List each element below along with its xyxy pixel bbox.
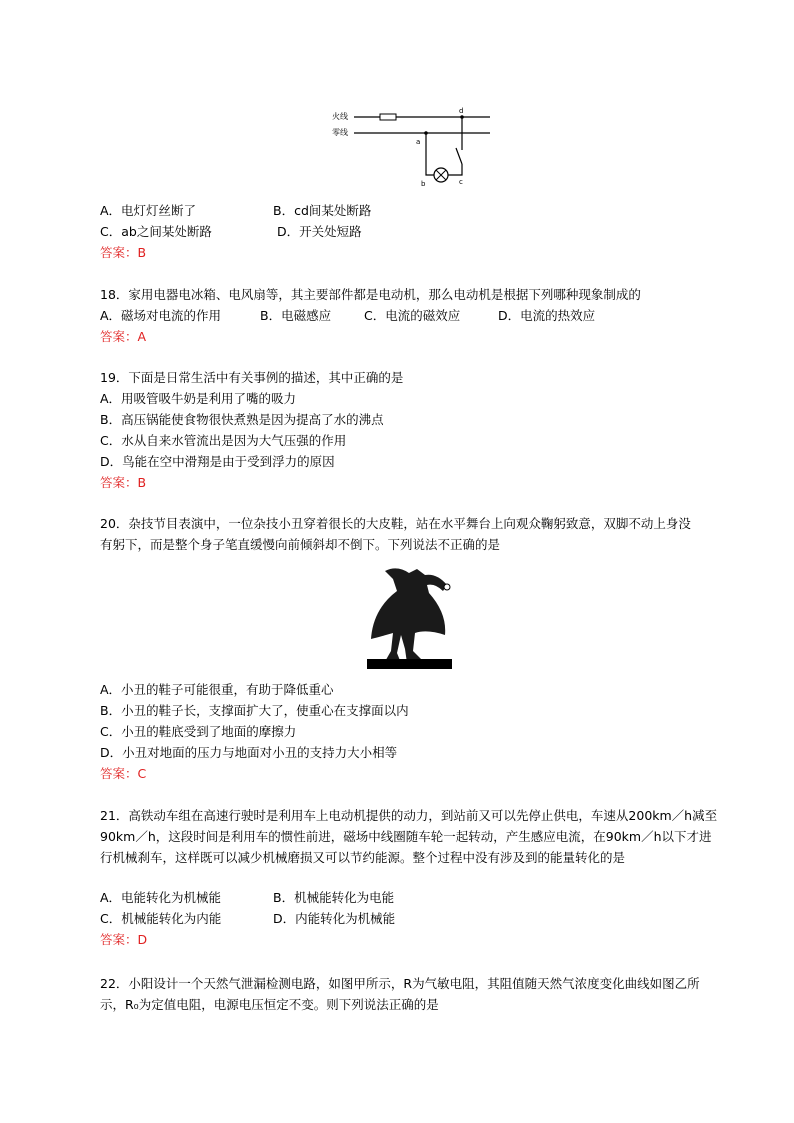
q17-option-c: C．ab之间某处断路 (100, 224, 212, 239)
q20-option-b: B．小丑的鞋子长，支撑面扩大了，使重心在支撑面以内 (100, 703, 409, 718)
q19-option-c: C．水从自来水管流出是因为大气压强的作用 (100, 433, 347, 448)
q17-option-d: D．开关处短路 (277, 224, 362, 239)
label-b: b (421, 180, 426, 188)
q20-option-c: C．小丑的鞋底受到了地面的摩擦力 (100, 724, 297, 739)
q17-option-b: B．cd间某处断路 (273, 203, 372, 218)
q20-stem: 20．杂技节目表演中，一位杂技小丑穿着很长的大皮鞋，站在水平舞台上向观众鞠躬致意，双脚不动上身没有躬下，而是整个身子笔直缓慢向前倾斜却不倒下。下列说法不正确的是 (100, 516, 691, 552)
q21-answer: 答案：D (100, 932, 148, 947)
q21-option-c: C．机械能转化为内能 (100, 911, 222, 926)
q20-answer: 答案：C (100, 766, 147, 781)
circuit-diagram (330, 104, 495, 192)
q19-option-a: A．用吸管吸牛奶是利用了嘴的吸力 (100, 391, 297, 406)
q18-option-d: D．电流的热效应 (498, 308, 596, 323)
q18-option-b: B．电磁感应 (260, 308, 332, 323)
q21-option-d: D．内能转化为机械能 (273, 911, 396, 926)
q21-stem: 21．高铁动车组在高速行驶时是利用车上电动机提供的动力，到站前又可以先停止供电，车速从200km／h减至90km／h，这段时间是利用车的惯性前进，磁场中线圈随车轮一起转动，产生感应电流，在90km／h以下才进行机械刹车，这样既可以减少机械磨损又可以节约能源。整个过程中没有涉及到的能量转化的是 (100, 808, 718, 865)
q17-option-a: A．电灯灯丝断了 (100, 203, 197, 218)
q17-answer: 答案：B (100, 245, 147, 260)
q19-stem: 19．下面是日常生活中有关事例的描述，其中正确的是 (100, 370, 404, 385)
q21-option-b: B．机械能转化为电能 (273, 890, 395, 905)
q21-option-a: A．电能转化为机械能 (100, 890, 222, 905)
q18-option-c: C．电流的磁效应 (364, 308, 461, 323)
label-a: a (416, 138, 421, 146)
neutral-wire-label: 零线 (332, 128, 348, 137)
q22-stem: 22．小阳设计一个天然气泄漏检测电路，如图甲所示，R为气敏电阻，其阻值随天然气浓度变化曲线如图乙所示，R₀为定值电阻，电源电压恒定不变。则下列说法正确的是 (100, 976, 700, 1012)
clown-figure (367, 563, 452, 669)
q19-answer: 答案：B (100, 475, 147, 490)
q18-option-a: A．磁场对电流的作用 (100, 308, 222, 323)
q20-option-d: D．小丑对地面的压力与地面对小丑的支持力大小相等 (100, 745, 398, 760)
q20-option-a: A．小丑的鞋子可能很重，有助于降低重心 (100, 682, 334, 697)
live-wire-label: 火线 (332, 112, 348, 121)
fuse (380, 114, 396, 120)
switch (456, 148, 462, 164)
q18-stem: 18．家用电器电冰箱、电风扇等，其主要部件都是电动机，那么电动机是根据下列哪种现象制成的 (100, 287, 641, 302)
q18-answer: 答案：A (100, 329, 147, 344)
label-c: c (459, 178, 463, 186)
q19-option-d: D．鸟能在空中滑翔是由于受到浮力的原因 (100, 454, 335, 469)
q19-option-b: B．高压锅能使食物很快煮熟是因为提高了水的沸点 (100, 412, 384, 427)
label-d: d (459, 107, 464, 115)
